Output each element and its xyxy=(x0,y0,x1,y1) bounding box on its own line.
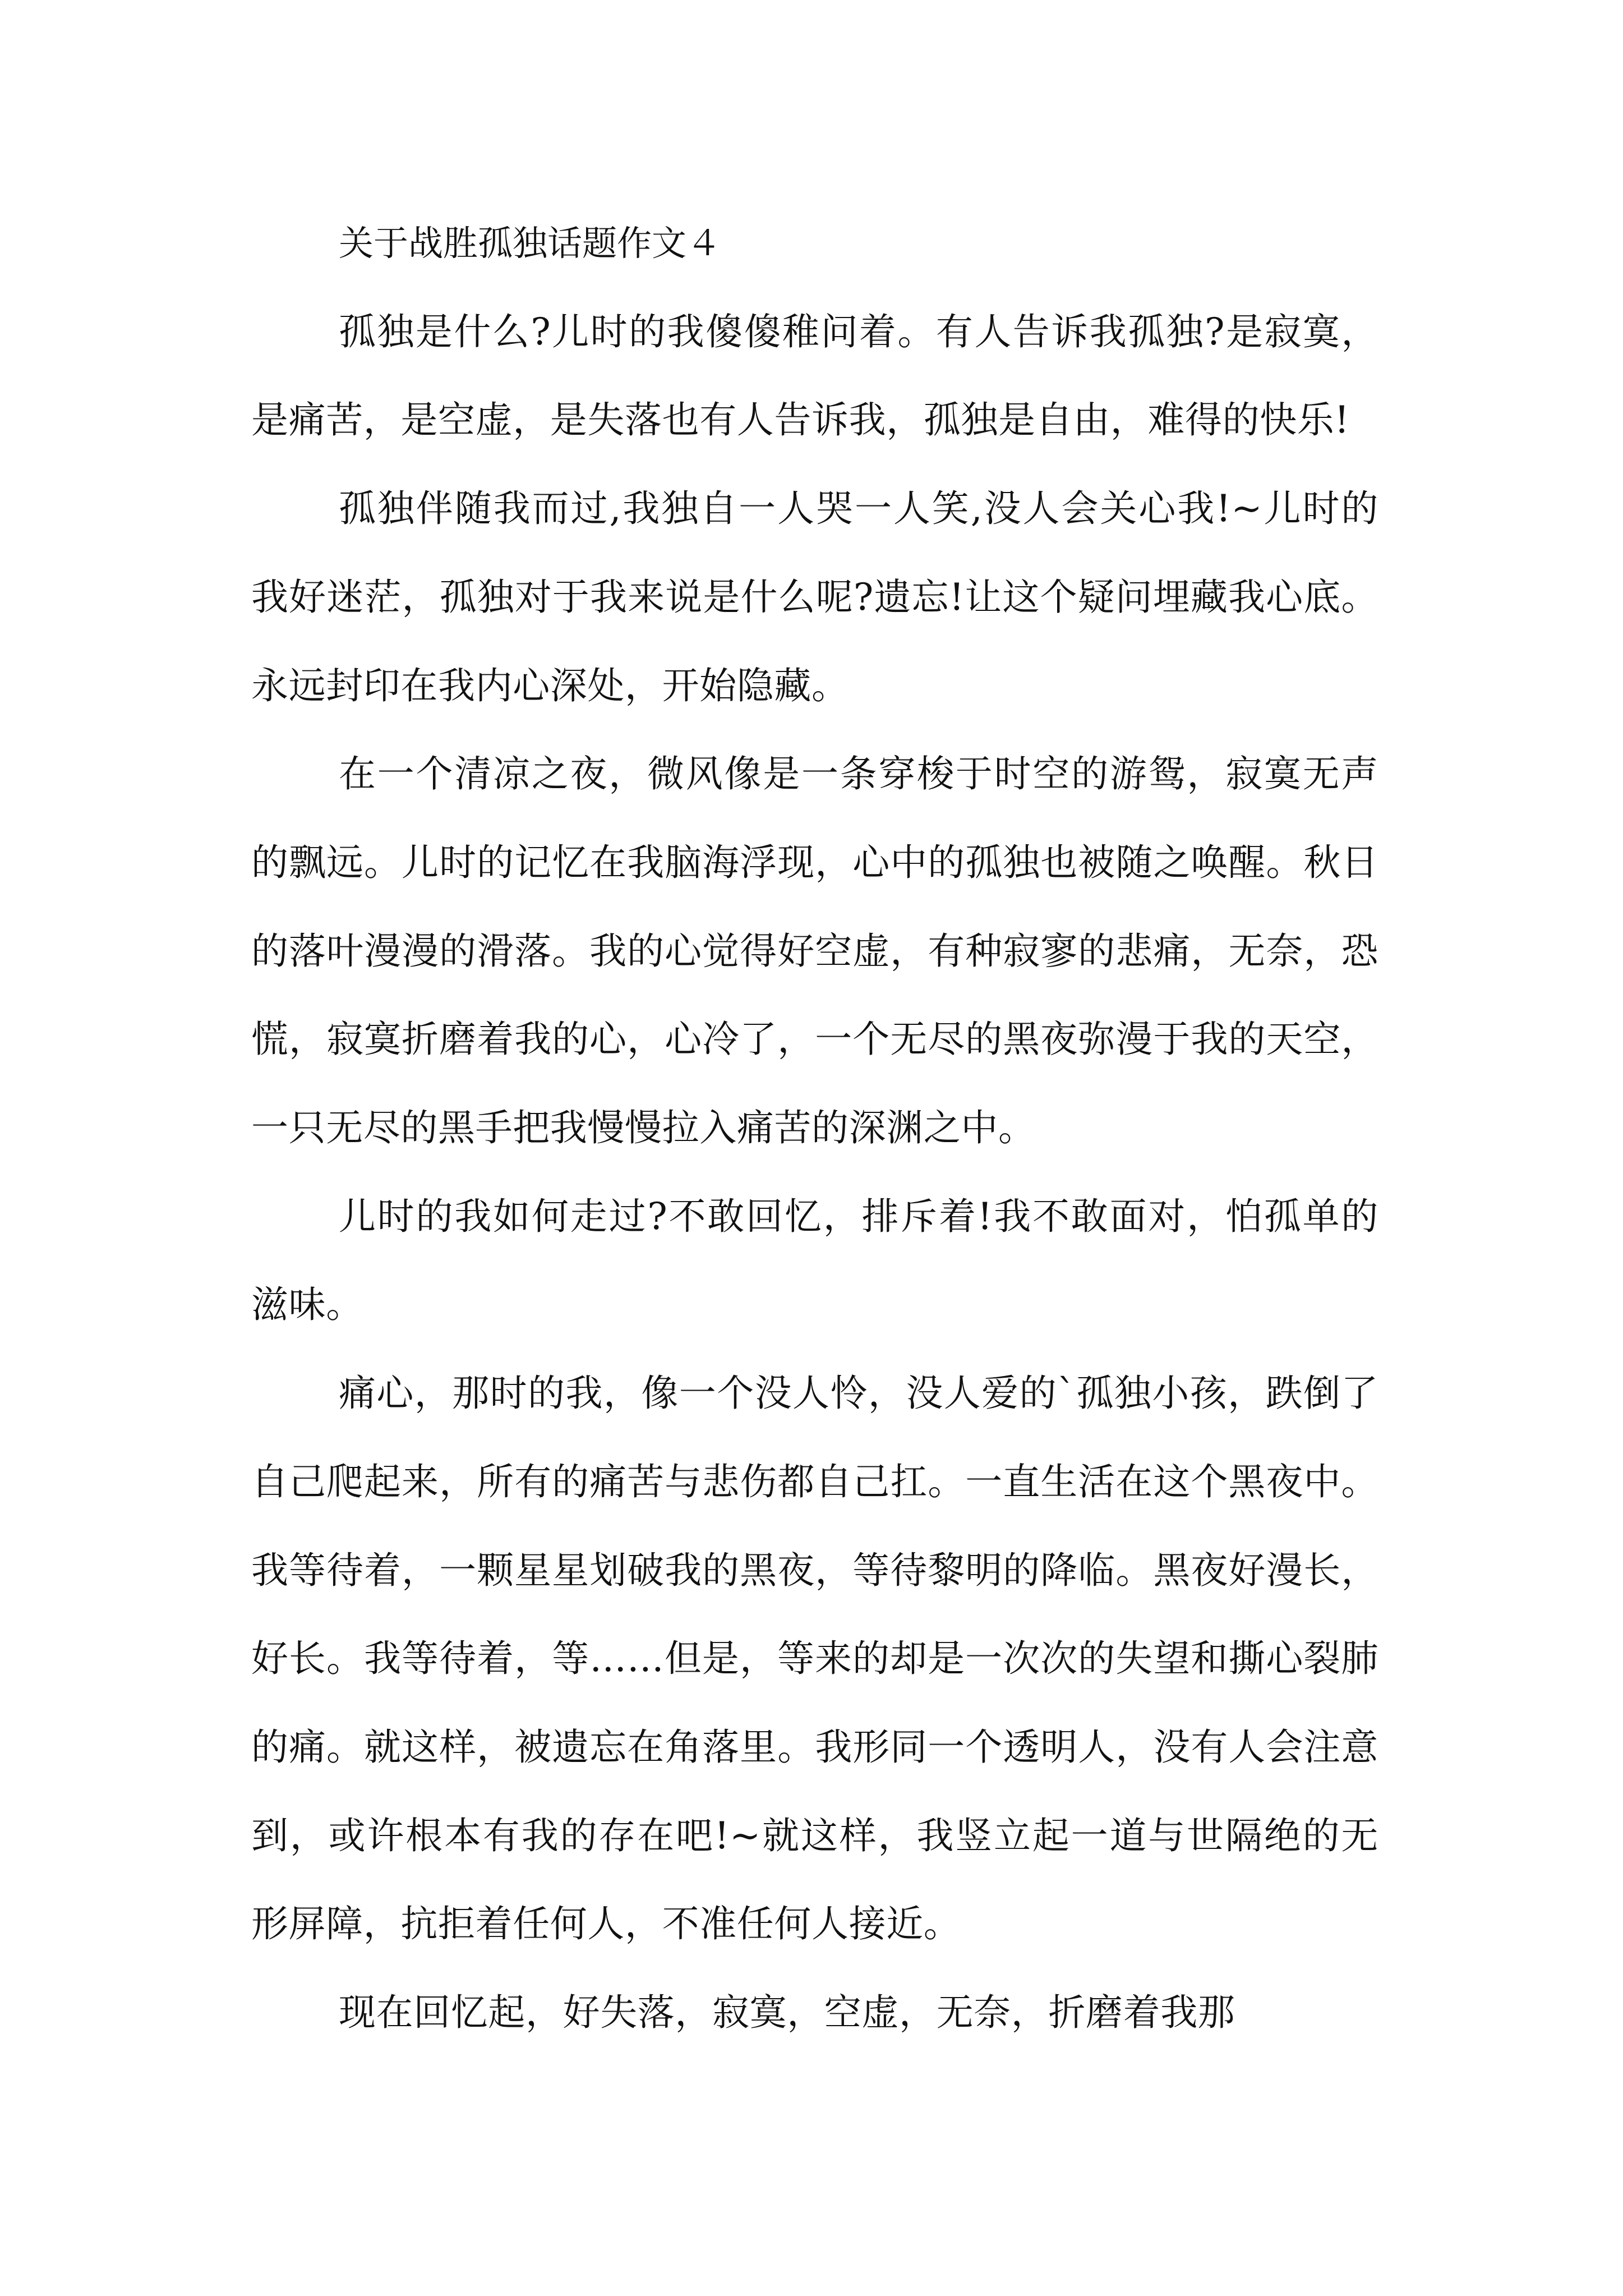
paragraph-3: 在一个清凉之夜，微风像是一条穿梭于时空的游鸳，寂寞无声的飘远。儿时的记忆在我脑海浮现，心中的孤独也被随之唤醒。秋日的落叶漫漫的滑落。我的心觉得好空虚，有种寂寥的悲痛，无奈，恐慌，寂寞折磨着我的心，心冷了，一个无尽的黑夜弥漫于我的天空，一只无尽的黑手把我慢慢拉入痛苦的深渊之中。 xyxy=(251,752,1378,1150)
document-title: 关于战胜孤独话题作文４ xyxy=(339,223,722,264)
paragraph-4: 儿时的我如何走过?不敢回忆，排斥着!我不敢面对，怕孤单的滋味。 xyxy=(251,1194,1378,1327)
paragraph-5: 痛心，那时的我，像一个没人怜，没人爱的`孤独小孩，跌倒了自己爬起来，所有的痛苦与悲伤都自己扛。一直生活在这个黑夜中。我等待着，一颗星星划破我的黑夜，等待黎明的降临。黑夜好漫长，好长。我等待着，等……但是，等来的却是一次次的失望和撕心裂肺的痛。就这样，被遗忘在角落里。我形同一个透明人，没有人会注意到，或许根本有我的存在吧!~就这样，我竖立起一道与世隔绝的无形屏障，抗拒着任何人，不准任何人接近。 xyxy=(251,1372,1378,1946)
paragraph-1: 孤独是什么?儿时的我傻傻稚问着。有人告诉我孤独?是寂寞，是痛苦，是空虚，是失落也有人告诉我，孤独是自由，难得的快乐! xyxy=(251,310,1378,442)
paragraph-6: 现在回忆起，好失落，寂寞，空虚，无奈，折磨着我那 xyxy=(339,1991,1235,2035)
document-page xyxy=(251,199,1378,2057)
paragraph-2: 孤独伴随我而过,我独自一人哭一人笑,没人会关心我!~儿时的我好迷茫，孤独对于我来说是什么呢?遗忘!让这个疑问埋藏我心底。永远封印在我内心深处，开始隐藏。 xyxy=(251,487,1378,707)
